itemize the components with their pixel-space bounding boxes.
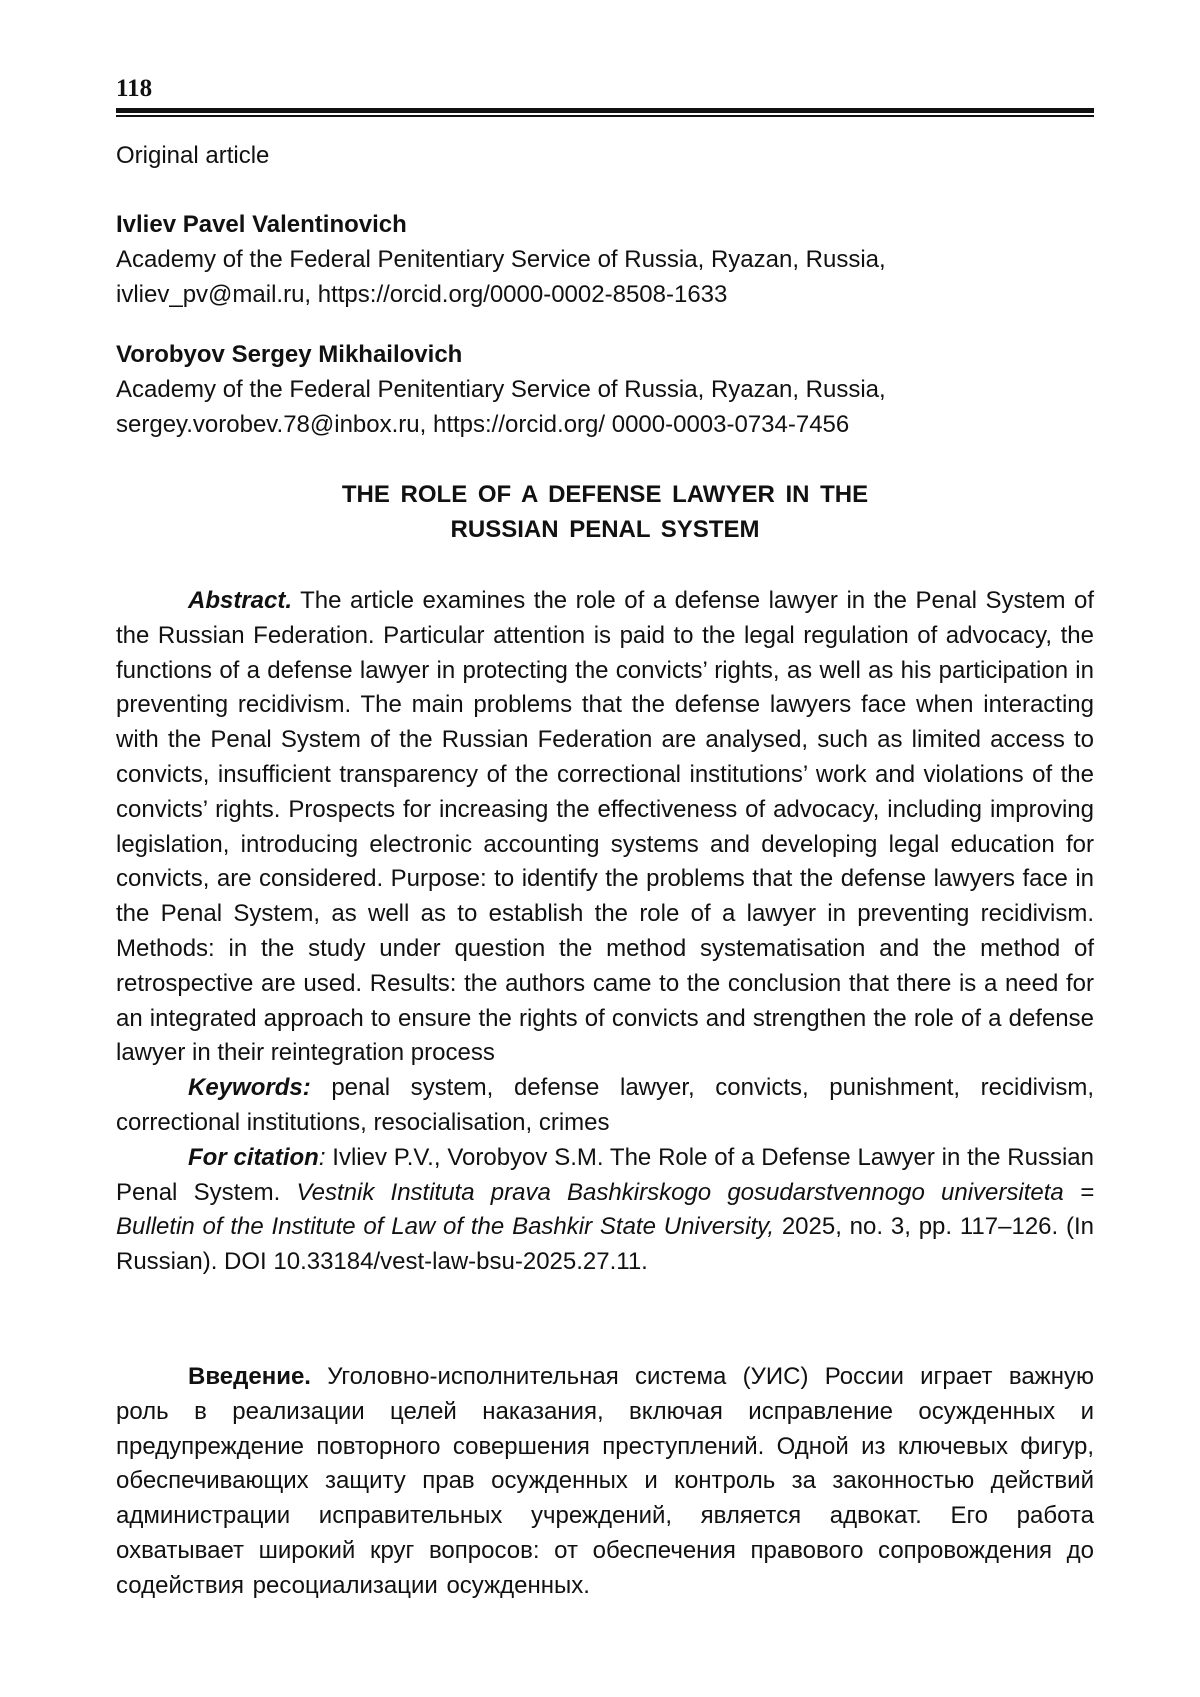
author-block-2 <box>116 338 1094 442</box>
keywords-text: penal system, defense lawyer, convicts, punishment, recidivism, correctional institutions, resocialisation, crimes <box>116 1074 1094 1136</box>
article-title-line-1: THE ROLE OF A DEFENSE LAWYER IN THE <box>341 481 869 508</box>
citation-paragraph <box>116 1141 1094 1280</box>
author-name: Vorobyov Sergey Mikhailovich <box>116 341 463 368</box>
keywords-label: Keywords: <box>188 1074 311 1102</box>
abstract-label: Abstract. <box>188 587 293 614</box>
citation-journal: Vestnik Instituta prava Bashkirskogo gosudarstvennogo universiteta = Bulletin of the Institute of Law of the Bashkir State University, <box>116 1178 1094 1241</box>
author-name: Ivliev Pavel Valentinovich <box>116 211 407 238</box>
introduction-label: Введение. <box>188 1363 311 1390</box>
keywords-paragraph <box>116 1071 1094 1141</box>
citation-authors-title: Ivliev P.V., Vorobyov S.M. The Role of a Defense Lawyer in the Russian Penal System. <box>116 1143 1094 1206</box>
citation-colon: : <box>318 1143 326 1171</box>
introduction-text: Уголовно-исполнительная система (УИС) России играет важную роль в реализации целей наказания, включая исправление осужденных и предупреждение повторного совершения преступлений. Одной из ключевых фигур, обеспечивающих защиту прав осужденных и контроль за законностью действий администрации исправительных учреждений, является адвокат. Его работа охватывает широкий круг вопросов: от обеспечения правового сопровождения до содействия ресоциализации осужденных. <box>116 1363 1094 1599</box>
abstract-text: The article examines the role of a defense lawyer in the Penal System of the Russian Federation. Particular attention is paid to the legal regulation of advocacy, the functions of a defense lawyer in protecting the convicts’ rights, as well as his participation in preventing recidivism. The main problems that the defense lawyers face when interacting with the Penal System of the Russian Federation are analysed, such as limited access to convicts, insufficient transparency of the correctional institutions’ work and violations of the convicts’ rights. Prospects for increasing the effectiveness of advocacy, including improving legislation, introducing electronic accounting systems and developing legal education for convicts, are considered. Purpose: to identify the problems that the defense lawyers face in the Penal System, as well as to establish the role of a lawyer in preventing recidivism. Methods: in the study under question the method systematisation and the method of retrospective are used. Results: the authors came to the conclusion that there is a need for an integrated approach to ensure the rights of convicts and strengthen the role of a defense lawyer in their reintegration process <box>116 587 1094 1067</box>
abstract-section <box>116 584 1094 1280</box>
citation-details: 2025, no. 3, pp. 117–126. (In Russian). DOI 10.33184/vest-law-bsu-2025.27.11. <box>116 1213 1095 1276</box>
article-type: Original article <box>116 142 270 169</box>
article-title-line-2: RUSSIAN PENAL SYSTEM <box>450 515 760 543</box>
header-rule-thick <box>116 108 1094 113</box>
author-block-1 <box>116 208 1094 312</box>
article-title <box>116 478 1094 548</box>
author-affiliation: Academy of the Federal Penitentiary Service of Russia, Ryazan, Russia, <box>116 245 886 273</box>
author-contacts: ivliev_pv@mail.ru, https://orcid.org/0000-0002-8508-1633 <box>116 280 728 308</box>
introduction-section <box>116 1360 1094 1604</box>
header-rule-thin <box>116 115 1094 117</box>
citation-label: For citation <box>188 1143 319 1171</box>
introduction-paragraph <box>116 1360 1094 1604</box>
author-affiliation: Academy of the Federal Penitentiary Service of Russia, Ryazan, Russia, <box>116 375 886 403</box>
page-number: 118 <box>116 75 153 102</box>
abstract-paragraph <box>116 584 1094 1071</box>
author-contacts: sergey.vorobev.78@inbox.ru, https://orcid.org/ 0000-0003-0734-7456 <box>116 410 850 438</box>
